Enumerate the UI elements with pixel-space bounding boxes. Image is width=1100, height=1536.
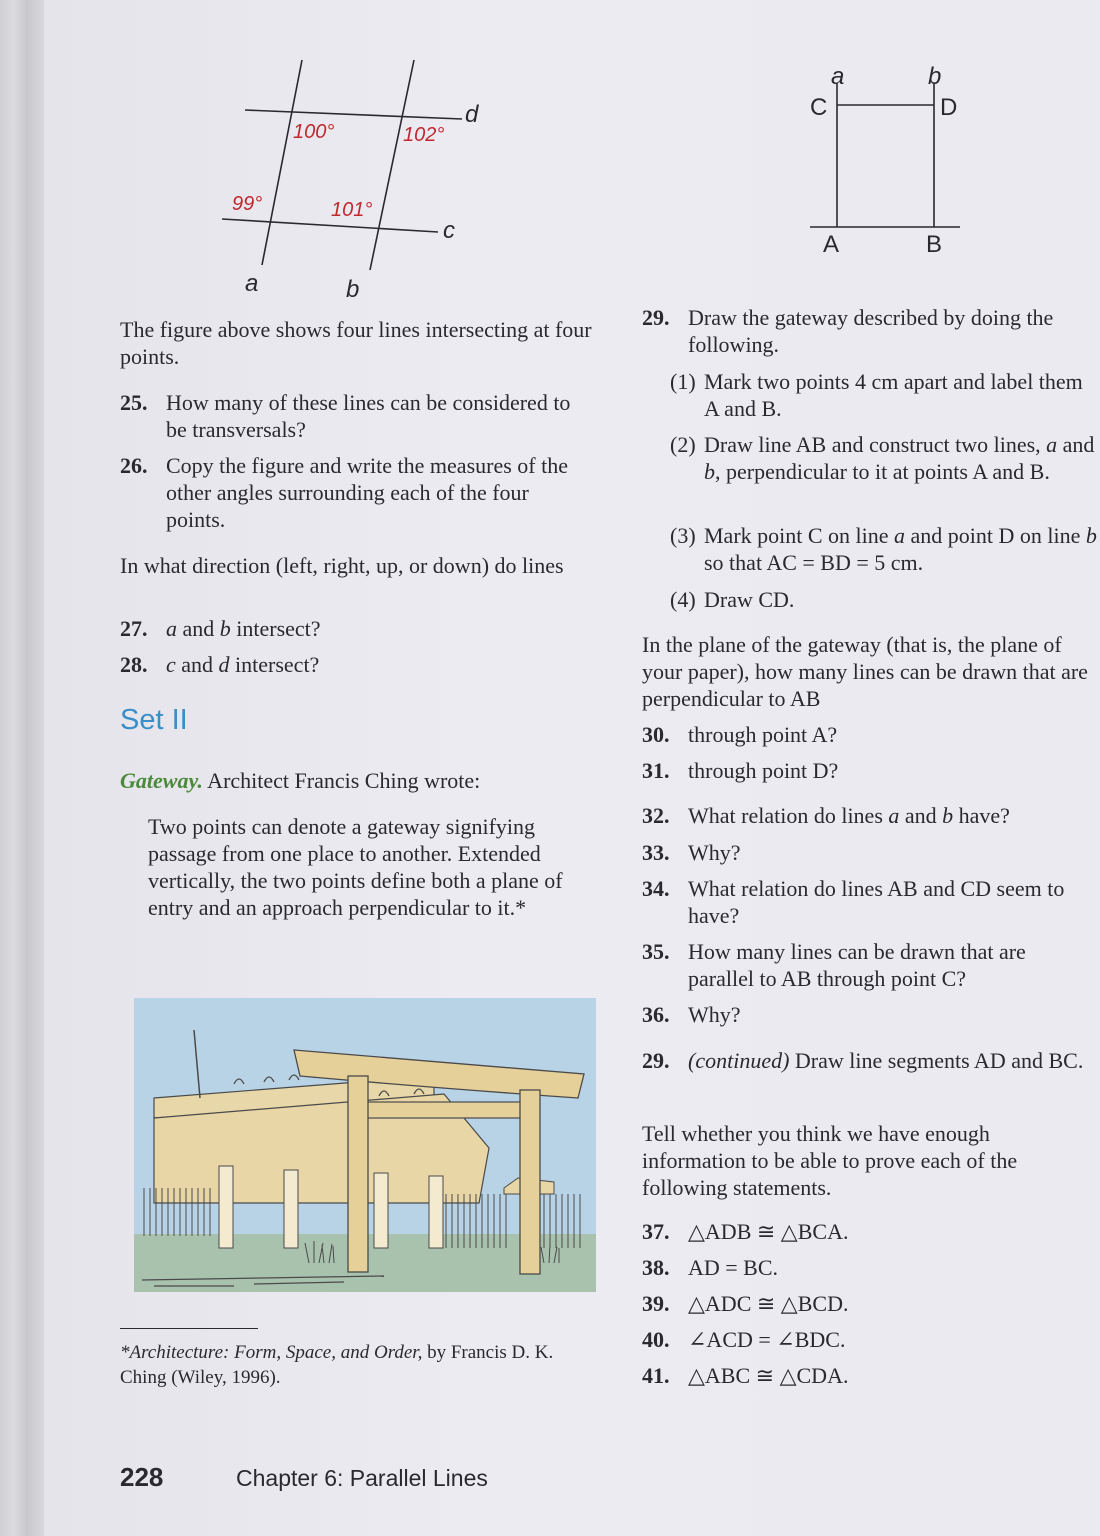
direction-intro-text: In what direction (left, right, up, or down) do lines [120,553,564,578]
figure-intersecting-lines [200,55,500,305]
question-33 [642,839,1092,867]
question-text: What relation do lines [688,803,889,828]
question-text: How many lines can be drawn that are parallel to AB through point C? [688,939,1026,991]
step-number: (2) [670,432,696,457]
step-text: and [1057,432,1095,457]
question-28 [120,651,590,679]
question-number: 35. [642,939,670,964]
var-a: a [888,803,900,828]
question-number: 33. [642,840,670,865]
footnote [120,1340,600,1390]
question-text: through point A? [688,722,838,747]
question-number: 29. [642,305,670,330]
question-30 [642,721,1092,749]
var-a: a [894,523,906,548]
text-intersect: intersect? [230,616,321,641]
label-b: b [928,63,942,90]
question-text: have? [953,803,1010,828]
question-31 [642,757,1092,785]
line-b [370,60,414,270]
step-text: Mark point C on line [704,523,895,548]
question-number: 25. [120,390,148,415]
question-text: △ABC ≅ △CDA. [688,1363,849,1388]
label-C: C [810,94,828,121]
text-intersect: intersect? [229,652,320,677]
gateway-intro-text: Architect Francis Ching wrote: [202,768,481,793]
var-d: d [218,652,230,677]
label-b: b [346,276,360,303]
question-number: 38. [642,1255,670,1280]
question-text: Copy the figure and write the measures of the other angles surrounding each of the four points. [166,453,568,532]
tell-intro-text: Tell whether you think we have enough information to be able to prove each of the following statements. [642,1121,1018,1200]
continued-label: (continued) [688,1048,790,1073]
question-number: 41. [642,1363,670,1388]
gateway-label: Gateway. [120,768,203,793]
step-1 [670,368,1100,424]
ching-quote: Two points can denote a gateway signifying passage from one place to another. Extended vertically, the two points define both a plane of entry and an approach perpendicular to it.* [148,814,563,920]
question-41 [642,1362,1092,1390]
question-number: 40. [642,1327,670,1352]
book-spine [0,0,45,1536]
angle-99-label: 99° [232,193,263,215]
step-text: Draw line AB and construct two lines, [704,432,1047,457]
question-26 [120,452,590,534]
text-and: and [177,616,220,641]
question-number: 26. [120,453,148,478]
question-number: 37. [642,1219,670,1244]
question-number: 34. [642,876,670,901]
question-text: and [899,803,943,828]
question-number: 39. [642,1291,670,1316]
question-27 [120,615,590,643]
step-text: Mark two points 4 cm apart and label them A and B. [704,369,1083,421]
step-number: (3) [670,523,696,548]
var-a: a [166,616,177,641]
line-c [222,219,438,232]
step-number: (4) [670,587,696,612]
gateway-intro [120,767,600,794]
question-29 [642,304,1092,360]
line-d [245,110,462,119]
question-text: ∠ACD = ∠BDC. [688,1327,846,1352]
step-text: , perpendicular to it at points A and B. [715,459,1050,484]
angle-102-label: 102° [403,124,445,146]
footnote-book-title: *Architecture: Form, Space, and Order, [120,1342,423,1363]
chapter-title: Chapter 6: Parallel Lines [236,1465,488,1491]
footnote-citation: by Francis D. K. Ching (Wiley, 1996). [120,1342,554,1388]
var-b: b [942,803,954,828]
question-number: 27. [120,616,148,641]
question-number: 29. [642,1048,670,1073]
label-a: a [831,63,845,90]
label-D: D [940,94,958,121]
step-4 [670,586,1100,614]
question-text: What relation do lines AB and CD seem to have? [688,876,1065,928]
figure-intro-text: The figure above shows four lines intersecting at four points. [120,317,592,369]
question-number: 28. [120,652,148,677]
question-text: △ADB ≅ △BCA. [688,1219,849,1244]
question-text: Why? [688,1002,741,1027]
question-36 [642,1001,1092,1029]
footnote-rule [120,1328,258,1329]
var-b: b [219,616,231,641]
question-number: 32. [642,803,670,828]
step-text: and point D on line [905,523,1086,548]
step-text: Draw CD. [704,587,795,612]
step-3 [670,522,1100,578]
question-text: How many of these lines can be considered to be transversals? [166,390,571,442]
question-32 [642,802,1092,830]
question-38 [642,1254,1092,1282]
question-34 [642,875,1092,931]
set-ii-heading: Set II [120,704,188,736]
angle-101-label: 101° [331,199,373,221]
label-c: c [443,217,455,244]
question-text: through point D? [688,758,839,783]
plane-intro-text: In the plane of the gateway (that is, the plane of your paper), how many lines can be drawn that are perpendicular to AB [642,632,1088,711]
question-text: Draw line segments AD and BC. [789,1048,1084,1073]
figure-gateway-construction [800,55,970,270]
question-text: Draw the gateway described by doing the following. [688,305,1054,357]
var-b: b [1085,523,1097,548]
question-number: 36. [642,1002,670,1027]
step-text: so that AC = BD = 5 cm. [704,550,924,575]
var-b: b [704,459,715,484]
page-number: 228 [120,1462,164,1492]
label-A: A [823,231,840,258]
question-29-continued [642,1047,1092,1103]
torii-gate-illustration [134,998,596,1292]
question-37 [642,1218,1092,1246]
label-B: B [926,231,943,258]
angle-100-label: 100° [293,121,335,143]
question-number: 30. [642,722,670,747]
question-35 [642,938,1092,994]
text-and: and [175,652,219,677]
question-number: 31. [642,758,670,783]
question-40 [642,1326,1092,1354]
question-text: Why? [688,840,741,865]
label-a: a [245,270,259,297]
label-d: d [465,101,479,128]
question-text: △ADC ≅ △BCD. [688,1291,849,1316]
question-text: AD = BC. [688,1255,779,1280]
line-a [262,60,302,265]
question-39 [642,1290,1092,1318]
var-a: a [1046,432,1058,457]
question-25 [120,389,590,445]
step-2 [670,431,1100,513]
var-c: c [166,652,176,677]
step-number: (1) [670,369,696,394]
